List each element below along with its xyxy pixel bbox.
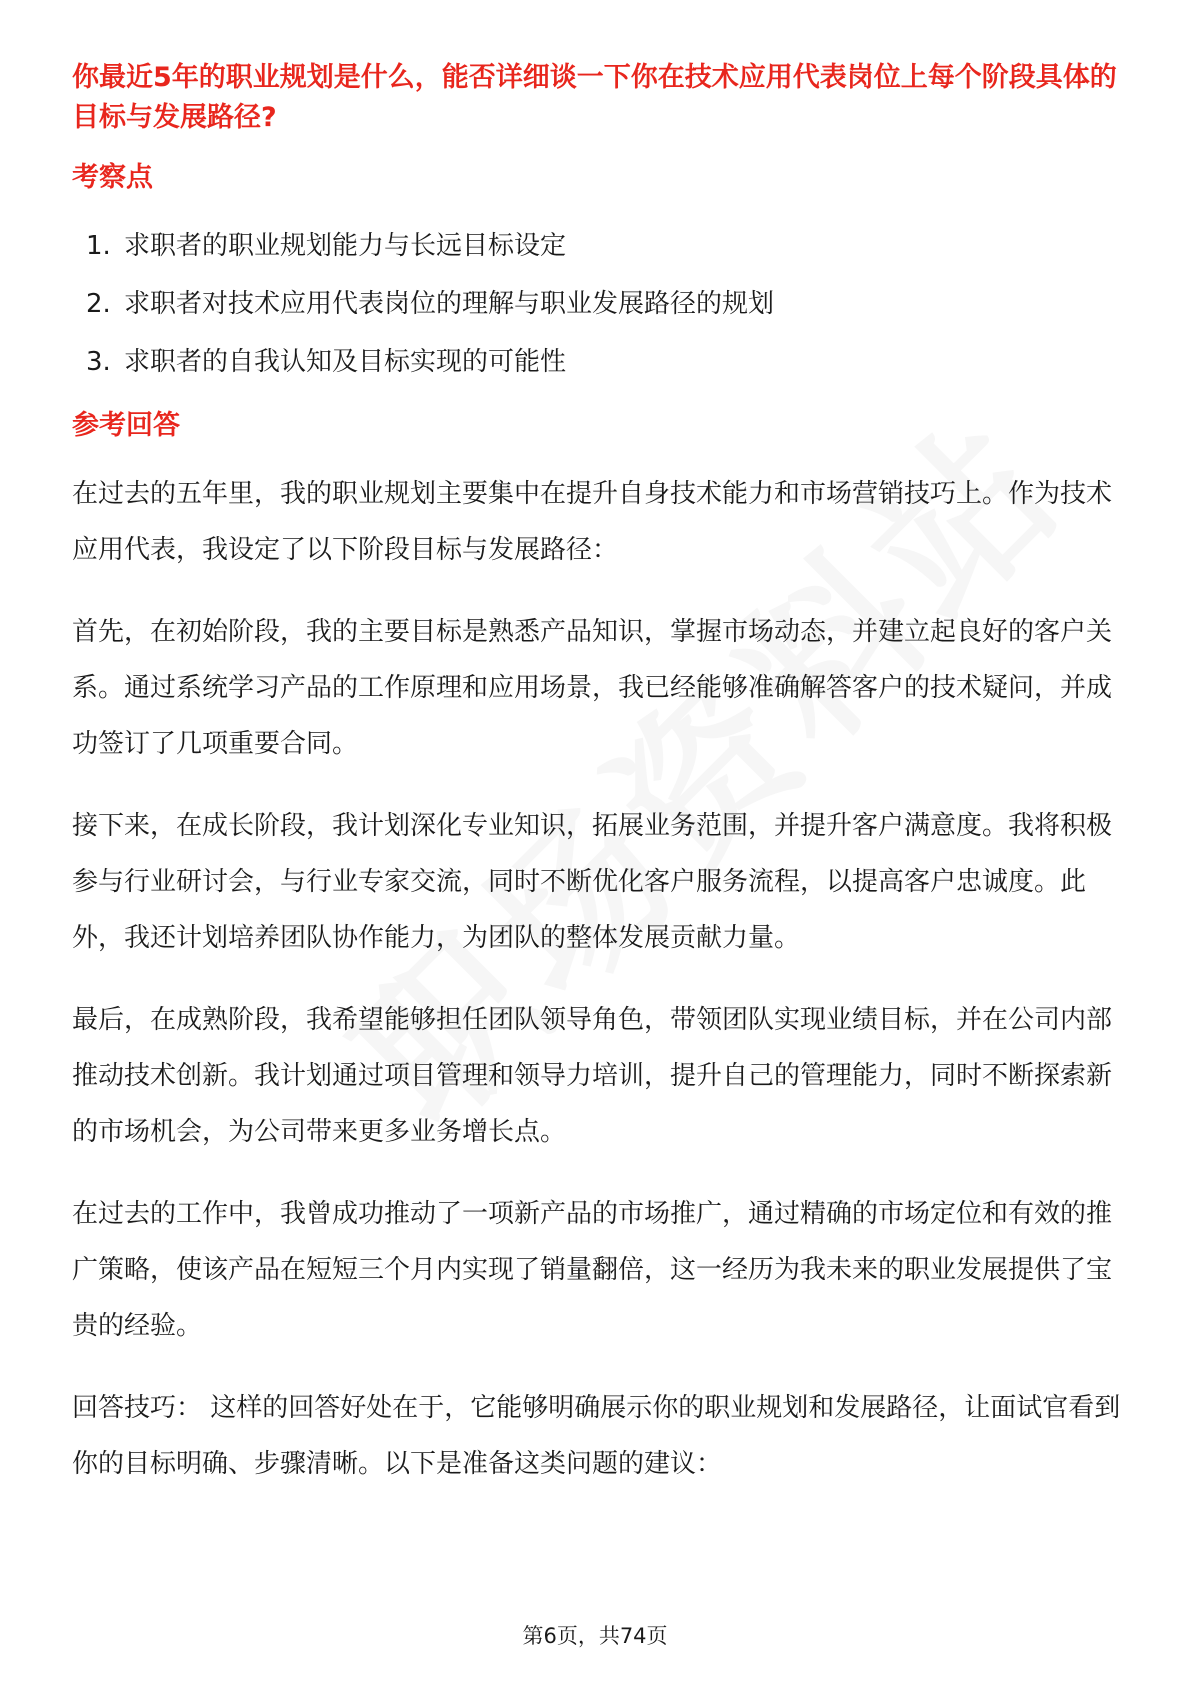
answer-paragraph: 在过去的五年里，我的职业规划主要集中在提升自身技术能力和市场营销技巧上。作为技术应用代表，我设定了以下阶段目标与发展路径： <box>72 479 1113 565</box>
answer-paragraph: 最后，在成熟阶段，我希望能够担任团队领导角色，带领团队实现业绩目标，并在公司内部推动技术创新。我计划通过项目管理和领导力培训，提升自己的管理能力，同时不断探索新的市场机会，为公司带来更多业务增长点。 <box>72 1005 1113 1147</box>
reference-answer-title: 参考回答 <box>72 410 180 441</box>
list-item-number: 2. <box>86 289 111 319</box>
answer-paragraph: 首先，在初始阶段，我的主要目标是熟悉产品知识，掌握市场动态，并建立起良好的客户关系。通过系统学习产品的工作原理和应用场景，我已经能够准确解答客户的技术疑问，并成功签订了几项重要合同。 <box>72 617 1113 759</box>
list-item <box>72 226 1122 266</box>
list-item-text: 求职者对技术应用代表岗位的理解与职业发展路径的规划 <box>124 289 775 319</box>
page-number-footer: 第6页，共74页 <box>522 1624 668 1648</box>
answer-paragraph: 接下来，在成长阶段，我计划深化专业知识，拓展业务范围，并提升客户满意度。我将积极参与行业研讨会，与行业专家交流，同时不断优化客户服务流程，以提高客户忠诚度。此外，我还计划培养团队协作能力，为团队的整体发展贡献力量。 <box>72 811 1113 953</box>
list-item-number: 3. <box>86 347 111 377</box>
answer-tips-paragraph: 回答技巧： 这样的回答好处在于，它能够明确展示你的职业规划和发展路径，让面试官看到你的目标明确、步骤清晰。以下是准备这类问题的建议： <box>72 1393 1121 1479</box>
content <box>72 58 1122 1492</box>
list-item-text: 求职者的自我认知及目标实现的可能性 <box>124 347 567 377</box>
list-item-number: 1. <box>86 231 111 261</box>
examine-points-title: 考察点 <box>72 162 153 193</box>
answer-paragraph: 在过去的工作中，我曾成功推动了一项新产品的市场推广，通过精确的市场定位和有效的推广策略，使该产品在短短三个月内实现了销量翻倍，这一经历为我未来的职业发展提供了宝贵的经验。 <box>72 1199 1113 1341</box>
list-item <box>72 284 1122 324</box>
examine-points-list <box>72 226 1122 382</box>
list-item-text: 求职者的职业规划能力与长远目标设定 <box>124 231 567 261</box>
list-item <box>72 342 1122 382</box>
question-heading: 你最近5年的职业规划是什么，能否详细谈一下你在技术应用代表岗位上每个阶段具体的目标与发展路径? <box>72 62 1117 133</box>
